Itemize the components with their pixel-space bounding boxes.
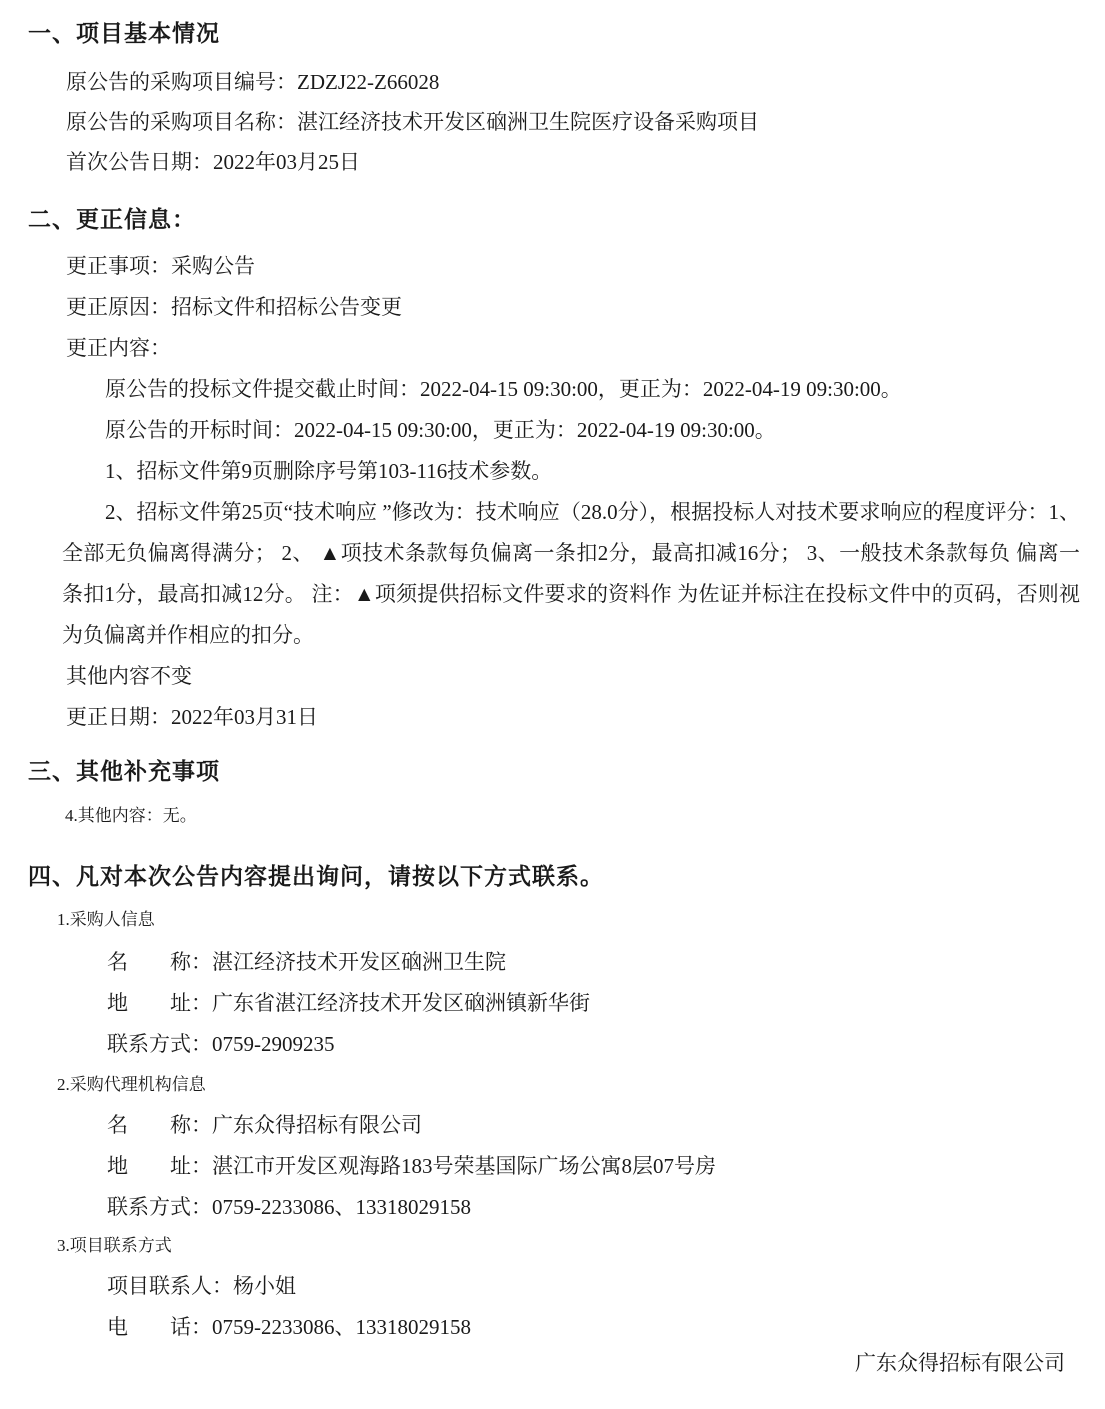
project-contact-title: 3.项目联系方式 (57, 1236, 172, 1255)
agency-info-title: 2.采购代理机构信息 (57, 1075, 206, 1094)
purchaser-address-line: 地 址：广东省湛江经济技术开发区硇洲镇新华街 (107, 991, 590, 1015)
section4-heading: 四、凡对本次公告内容提出询问，请按以下方式联系。 (28, 864, 604, 889)
bid-deadline-correction-line: 原公告的投标文件提交截止时间：2022-04-15 09:30:00，更正为：2022-04-19 09:30:00。 (105, 377, 902, 401)
bid-opening-correction-line: 原公告的开标时间：2022-04-15 09:30:00，更正为：2022-04-19 09:30:00。 (105, 418, 776, 442)
correction-reason-line: 更正原因：招标文件和招标公告变更 (66, 295, 402, 319)
correction-content-label: 更正内容： (66, 336, 171, 360)
agency-name-line: 名 称：广东众得招标有限公司 (107, 1113, 422, 1137)
other-unchanged-line: 其他内容不变 (66, 664, 192, 688)
agency-address-line: 地 址：湛江市开发区观海路183号荣基国际广场公寓8层07号房 (107, 1154, 716, 1178)
footer-company-signature: 广东众得招标有限公司 (855, 1351, 1065, 1375)
announcement-document (0, 18, 1105, 1409)
purchaser-contact-line: 联系方式：0759-2909235 (107, 1032, 335, 1056)
first-announce-date-line: 首次公告日期：2022年03月25日 (66, 150, 360, 174)
section3-heading: 三、其他补充事项 (28, 759, 220, 784)
correction-detail-2: 2、招标文件第25页“技术响应 ”修改为：技术响应（28.0分），根据投标人对技术要求响应的程度评分：1、全部无负偏离得满分； 2、 ▲项技术条款每负偏离一条扣2分，最高扣减16分； 3、一般技术条款每负 偏离一条扣1分，最高扣减12分。 注：▲项须提供招标文件要求的资料作 为佐证并标注在投标文件中的页码，否则视为负偏离并作相应的扣分。 (62, 500, 1080, 647)
section2-heading: 二、更正信息： (28, 207, 196, 232)
project-name-line: 原公告的采购项目名称：湛江经济技术开发区硇洲卫生院医疗设备采购项目 (66, 110, 759, 134)
project-contact-person-line: 项目联系人：杨小姐 (107, 1274, 296, 1298)
project-number-line: 原公告的采购项目编号：ZDZJ22-Z66028 (66, 70, 440, 94)
purchaser-info-title: 1.采购人信息 (57, 910, 155, 929)
section1-heading: 一、项目基本情况 (28, 21, 220, 46)
correction-item-line: 更正事项：采购公告 (66, 254, 255, 278)
purchaser-name-line: 名 称：湛江经济技术开发区硇洲卫生院 (107, 950, 506, 974)
project-contact-phone-line: 电 话：0759-2233086、13318029158 (107, 1315, 471, 1339)
correction-date-line: 更正日期：2022年03月31日 (66, 705, 318, 729)
agency-contact-line: 联系方式：0759-2233086、13318029158 (107, 1195, 471, 1219)
correction-detail-1: 1、招标文件第9页删除序号第103-116技术参数。 (105, 459, 553, 483)
other-content-line: 4.其他内容：无。 (65, 806, 197, 825)
